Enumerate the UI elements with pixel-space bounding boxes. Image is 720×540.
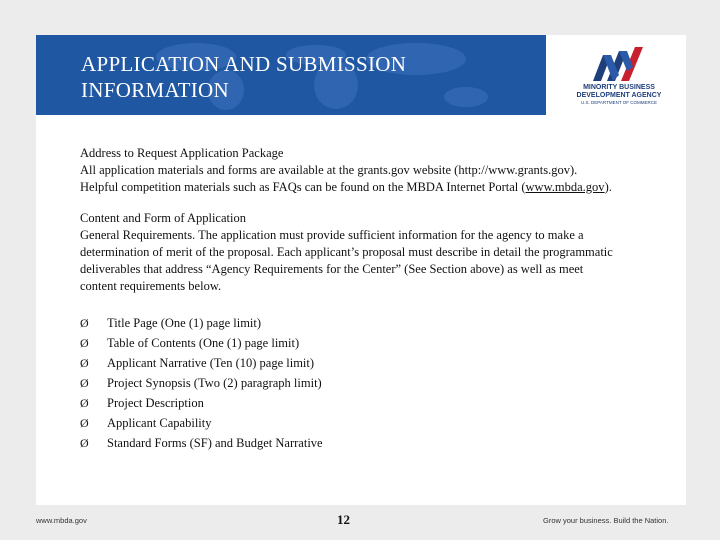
list-item-text: Table of Contents (One (1) page limit) [107, 336, 300, 350]
mbda-logo-mark [563, 47, 675, 83]
arrow-bullet-icon: Ø [80, 316, 89, 330]
list-item-text: Applicant Capability [107, 416, 212, 430]
list-item-text: Standard Forms (SF) and Budget Narrative [107, 436, 323, 450]
footer-website: www.mbda.gov [36, 516, 87, 525]
arrow-bullet-icon: Ø [80, 416, 89, 430]
list-item-text: Title Page (One (1) page limit) [107, 316, 262, 330]
address-heading: Address to Request Application Package [80, 146, 284, 160]
content-heading: Content and Form of Application [80, 211, 246, 225]
list-item [80, 393, 680, 413]
logo-agency-name [563, 84, 675, 99]
content-line-2: determination of merit of the proposal. Each applicant’s proposal must describe in detail the programmatic [80, 245, 613, 259]
slide-title [81, 51, 406, 103]
address-line-2 [80, 179, 680, 196]
address-line-1: All application materials and forms are available at the grants.gov website (http://www.grants.gov). [80, 163, 578, 177]
arrow-bullet-icon: Ø [80, 436, 89, 450]
slide-title-line1: APPLICATION AND SUBMISSION [81, 52, 407, 76]
content-section [80, 210, 680, 295]
title-banner [36, 35, 546, 115]
slide-title-line2: INFORMATION [81, 78, 229, 102]
logo-department: U.S. DEPARTMENT OF COMMERCE [580, 100, 657, 105]
arrow-bullet-icon: Ø [80, 376, 89, 390]
requirements-list [80, 313, 680, 453]
list-item [80, 333, 680, 353]
arrow-bullet-icon: Ø [80, 336, 89, 350]
slide-body [80, 145, 680, 453]
slide [36, 35, 686, 505]
content-line-3: deliverables that address “Agency Requirements for the Center” (See Section above) as well as meet [80, 262, 584, 276]
arrow-bullet-icon: Ø [80, 356, 89, 370]
content-line-4: content requirements below. [80, 279, 222, 293]
list-item [80, 353, 680, 373]
content-line-1: General Requirements. The application must provide sufficient information for the agency to make a [80, 228, 584, 242]
page-number: 12 [337, 512, 350, 527]
list-item [80, 433, 680, 453]
list-item-text: Applicant Narrative (Ten (10) page limit) [107, 356, 315, 370]
address-line-2-text: Helpful competition materials such as FAQs can be found on the MBDA Internet Portal ( [80, 180, 526, 194]
logo-line1: MINORITY BUSINESS [583, 84, 655, 91]
list-item [80, 413, 680, 433]
list-item-text: Project Description [107, 396, 204, 410]
address-line-2-end: ). [604, 180, 612, 194]
address-section [80, 145, 680, 196]
footer-tagline: Grow your business. Build the Nation. [543, 516, 669, 525]
mbda-logo [563, 47, 675, 109]
mbda-portal-link[interactable]: www.mbda.gov [525, 180, 605, 194]
list-item-text: Project Synopsis (Two (2) paragraph limit) [107, 376, 322, 390]
list-item [80, 313, 680, 333]
arrow-bullet-icon: Ø [80, 396, 89, 410]
list-item [80, 373, 680, 393]
logo-line2: DEVELOPMENT AGENCY [576, 91, 662, 99]
